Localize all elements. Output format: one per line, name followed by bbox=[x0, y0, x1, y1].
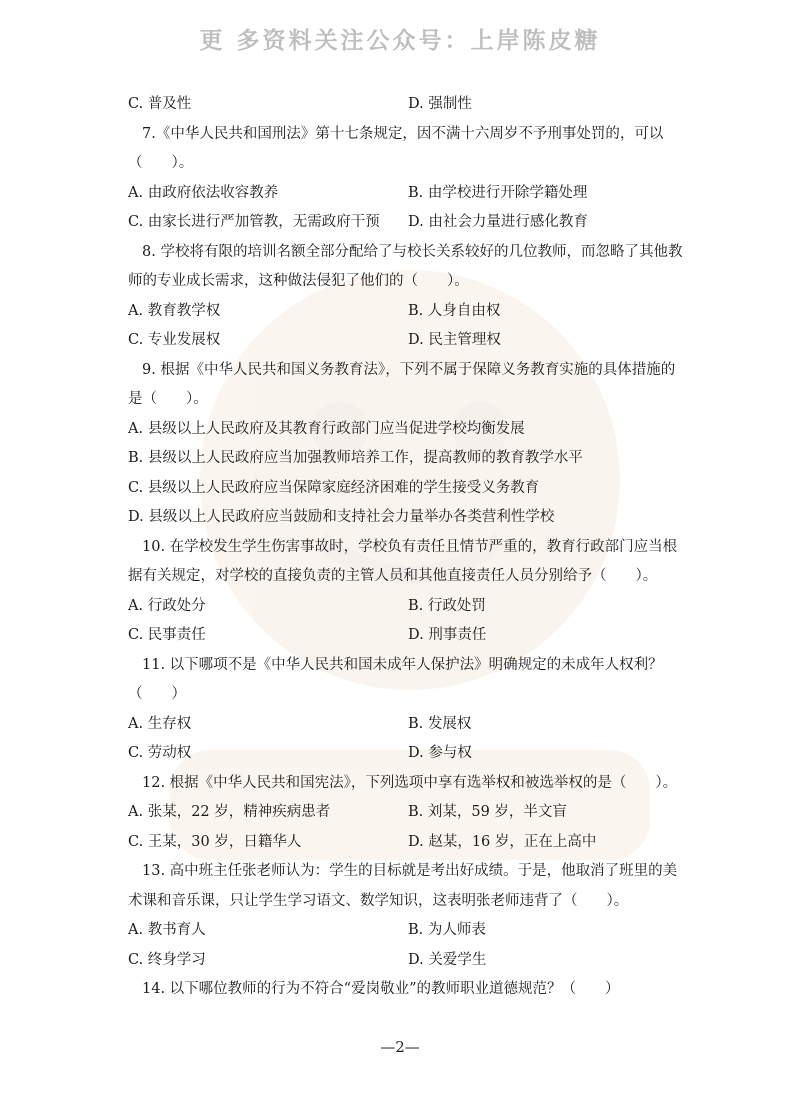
question-stem: 14. 以下哪位教师的行为不符合“爱岗敬业”的教师职业道德规范？（ ） bbox=[142, 981, 620, 997]
answer-option: D. 民主管理权 bbox=[408, 332, 501, 348]
answer-option: C. 劳动权 bbox=[128, 745, 192, 761]
answer-option: C. 县级以上人民政府应当保障家庭经济困难的学生接受义务教育 bbox=[128, 479, 540, 496]
answer-option: C. 由家长进行严加管教，无需政府干预 bbox=[128, 214, 380, 230]
option-row bbox=[128, 621, 688, 651]
option-row bbox=[128, 208, 688, 238]
answer-option: B. 刘某，59 岁，半文盲 bbox=[408, 804, 567, 820]
answer-option: A. 教书育人 bbox=[128, 922, 206, 938]
option-row bbox=[128, 916, 688, 946]
option-row bbox=[128, 798, 688, 828]
question-stem: 13. 高中班主任张老师认为：学生的目标就是考出好成绩。于是，他取消了班里的美术课和音乐课，只让学生学习语文、数学知识，这表明张老师违背了（ ）。 bbox=[128, 863, 678, 909]
answer-option: C. 普及性 bbox=[128, 96, 192, 112]
answer-option: A. 生存权 bbox=[128, 715, 192, 732]
answer-option: A. 教育教学权 bbox=[128, 302, 221, 319]
option-row bbox=[128, 710, 688, 740]
option-row bbox=[128, 297, 688, 327]
question-stem: 11. 以下哪项不是《中华人民共和国未成年人保护法》明确规定的未成年人权利？（ ） bbox=[128, 656, 663, 702]
answer-option: C. 王某，30 岁，日籍华人 bbox=[128, 833, 302, 850]
option-row bbox=[128, 739, 688, 769]
answer-option: B. 县级以上人民政府应当加强教师培养工作，提高教师的教育教学水平 bbox=[128, 450, 583, 466]
question-stem: 8. 学校将有限的培训名额全部分配给了与校长关系较好的几位教师，而忽略了其他教师的专业成长需求，这种做法侵犯了他们的（ ）。 bbox=[128, 243, 683, 289]
answer-option: C. 民事责任 bbox=[128, 627, 206, 643]
question-stem: 7.《中华人民共和国刑法》第十七条规定，因不满十六周岁不予刑事处罚的，可以（ ）。 bbox=[128, 125, 664, 171]
answer-option: B. 人身自由权 bbox=[408, 302, 501, 319]
answer-option: A. 县级以上人民政府及其教育行政部门应当促进学校均衡发展 bbox=[128, 420, 525, 437]
answer-option: D. 关爱学生 bbox=[408, 951, 487, 968]
option-row bbox=[128, 179, 688, 209]
question-stem: 12. 根据《中华人民共和国宪法》，下列选项中享有选举权和被选举权的是（ ）。 bbox=[142, 774, 678, 791]
answer-option: A. 由政府依法收容教养 bbox=[128, 184, 279, 201]
answer-option: D. 由社会力量进行感化教育 bbox=[408, 214, 588, 230]
option-row bbox=[128, 946, 688, 976]
option-row bbox=[128, 828, 688, 858]
page-header-watermark: 更 多资料关注公众号：上岸陈皮糖 bbox=[199, 28, 601, 54]
question-list bbox=[128, 90, 688, 1005]
answer-option: B. 为人师表 bbox=[408, 922, 486, 938]
answer-option: D. 赵某，16 岁，正在上高中 bbox=[408, 833, 597, 850]
question-stem: 9. 根据《中华人民共和国义务教育法》，下列不属于保障义务教育实施的具体措施的是（ ）。 bbox=[128, 361, 676, 407]
answer-option: D. 县级以上人民政府应当鼓励和支持社会力量举办各类营利性学校 bbox=[128, 509, 555, 525]
answer-option: C. 专业发展权 bbox=[128, 332, 221, 348]
answer-option: A. 张某，22 岁，精神疾病患者 bbox=[128, 804, 331, 820]
answer-option: D. 刑事责任 bbox=[408, 627, 487, 643]
page-number: —2— bbox=[380, 1038, 420, 1056]
answer-option: B. 发展权 bbox=[408, 715, 472, 732]
question-stem: 10. 在学校发生学生伤害事故时，学校负有责任且情节严重的，教育行政部门应当根据有关规定，对学校的直接负责的主管人员和其他直接责任人员分别给予（ ）。 bbox=[128, 538, 678, 584]
answer-option: D. 参与权 bbox=[408, 745, 472, 761]
answer-option: B. 行政处罚 bbox=[408, 597, 486, 614]
answer-option: C. 终身学习 bbox=[128, 951, 206, 968]
option-row bbox=[128, 592, 688, 622]
answer-option: D. 强制性 bbox=[408, 96, 472, 112]
option-row bbox=[128, 90, 688, 120]
option-row bbox=[128, 326, 688, 356]
answer-option: A. 行政处分 bbox=[128, 597, 206, 614]
answer-option: B. 由学校进行开除学籍处理 bbox=[408, 184, 588, 201]
